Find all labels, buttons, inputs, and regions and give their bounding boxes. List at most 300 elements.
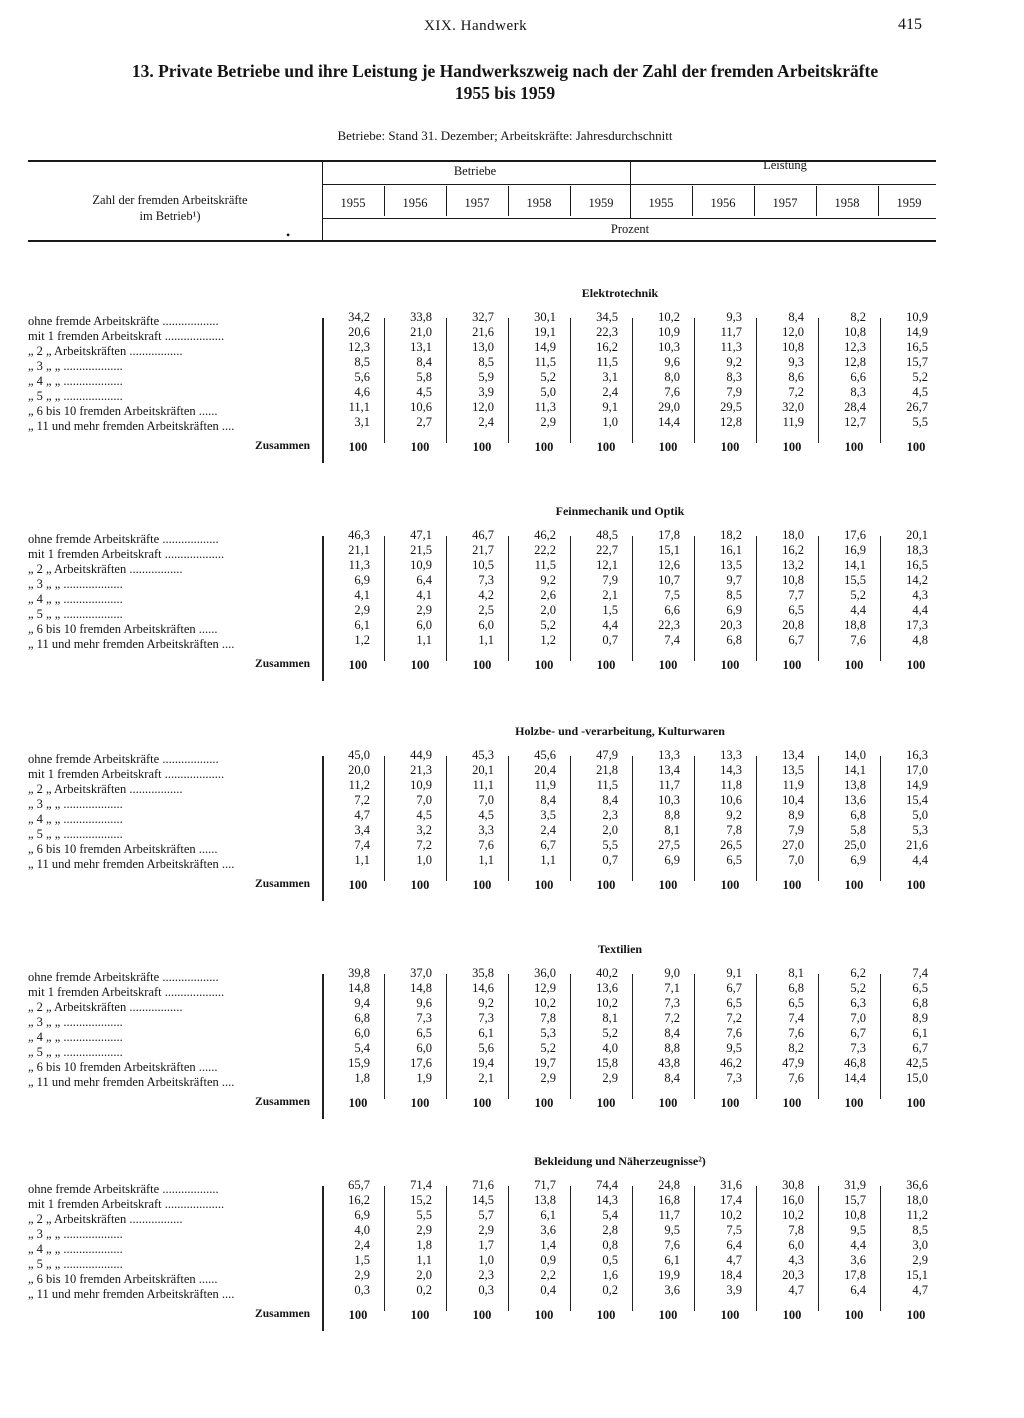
total-cell: 100 (472, 658, 492, 672)
total-cell: 100 (410, 1308, 430, 1322)
row-label: „ 5 „ „ ................... (28, 1045, 123, 1059)
table-cell: 45,6 (534, 748, 556, 762)
table-cell: 2,6 (540, 588, 556, 602)
table-cell: 4,0 (354, 1223, 370, 1237)
table-cell: 14,8 (348, 981, 370, 995)
total-cell: 100 (410, 1096, 430, 1110)
table-cell: 21,3 (410, 763, 432, 777)
table-cell: 7,3 (664, 996, 680, 1010)
section-title: Holzbe- und -verarbeitung, Kulturwaren (515, 724, 725, 738)
total-cell: 100 (348, 658, 368, 672)
table-cell: 5,3 (912, 823, 928, 837)
table-cell: 2,9 (912, 1253, 928, 1267)
stray-mark: • (286, 228, 291, 242)
value-column (320, 1178, 378, 1298)
value-column (444, 748, 502, 868)
table-cell: 3,4 (354, 823, 370, 837)
table-cell: 22,3 (596, 325, 618, 339)
table-cell: 7,2 (664, 1011, 680, 1025)
table-cell: 16,1 (720, 543, 742, 557)
table-cell: 21,7 (472, 543, 494, 557)
table-cell: 24,8 (658, 1178, 680, 1192)
table-cell: 21,0 (410, 325, 432, 339)
table-cell: 15,5 (844, 573, 866, 587)
table-cell: 8,0 (664, 370, 680, 384)
table-cell: 9,5 (850, 1223, 866, 1237)
table-cell: 7,3 (478, 1011, 494, 1025)
table-cell: 0,3 (354, 1283, 370, 1297)
value-column (444, 966, 502, 1086)
table-cell: 2,9 (416, 1223, 432, 1237)
value-column (444, 528, 502, 648)
table-cell: 7,1 (664, 981, 680, 995)
value-column (506, 966, 564, 1086)
table-cell: 34,5 (596, 310, 618, 324)
column-separator (818, 1186, 819, 1311)
table-cell: 13,5 (720, 558, 742, 572)
table-cell: 14,2 (906, 573, 928, 587)
row-label: „ 5 „ „ ................... (28, 1257, 123, 1271)
total-cell: 100 (782, 440, 802, 454)
table-cell: 20,8 (782, 618, 804, 632)
table-cell: 12,7 (844, 415, 866, 429)
table-cell: 3,1 (602, 370, 618, 384)
table-cell: 5,5 (602, 838, 618, 852)
table-cell: 7,6 (664, 385, 680, 399)
table-cell: 2,1 (478, 1071, 494, 1085)
table-cell: 4,5 (912, 385, 928, 399)
table-cell: 14,5 (472, 1193, 494, 1207)
table-cell: 8,5 (912, 1223, 928, 1237)
table-cell: 0,5 (602, 1253, 618, 1267)
table-cell: 10,3 (658, 340, 680, 354)
table-cell: 10,5 (472, 558, 494, 572)
table-cell: 5,2 (540, 370, 556, 384)
table-cell: 8,4 (664, 1071, 680, 1085)
total-cell: 100 (348, 440, 368, 454)
table-cell: 13,0 (472, 340, 494, 354)
column-separator (818, 536, 819, 661)
table-cell: 26,5 (720, 838, 742, 852)
row-label: „ 11 und mehr fremden Arbeitskräften .... (28, 1075, 235, 1089)
value-column (506, 748, 564, 868)
table-cell: 10,2 (782, 1208, 804, 1222)
table-cell: 8,1 (602, 1011, 618, 1025)
group-divider-line (322, 184, 936, 185)
table-cell: 11,7 (720, 325, 742, 339)
table-cell: 1,1 (540, 853, 556, 867)
table-cell: 12,3 (348, 340, 370, 354)
table-cell: 5,7 (478, 1208, 494, 1222)
year-divider-line (322, 218, 936, 219)
table-cell: 10,6 (410, 400, 432, 414)
column-separator (632, 1186, 633, 1311)
total-cell: 100 (906, 878, 926, 892)
value-column (320, 966, 378, 1086)
table-cell: 8,9 (788, 808, 804, 822)
table-cell: 16,2 (348, 1193, 370, 1207)
column-separator (508, 318, 509, 443)
table-cell: 10,6 (720, 793, 742, 807)
column-separator (322, 756, 324, 901)
total-label: Zusammen (255, 878, 310, 890)
table-cell: 22,2 (534, 543, 556, 557)
row-labels (28, 752, 328, 872)
table-cell: 5,2 (540, 618, 556, 632)
section-title: Bekleidung und Näherzeugnisse²) (534, 1154, 706, 1168)
column-separator (384, 318, 385, 443)
table-cell: 5,5 (416, 1208, 432, 1222)
table-cell: 6,7 (850, 1026, 866, 1040)
table-cell: 4,1 (416, 588, 432, 602)
table-cell: 9,2 (540, 573, 556, 587)
table-cell: 11,1 (348, 400, 370, 414)
table-cell: 8,9 (912, 1011, 928, 1025)
column-separator (632, 536, 633, 661)
row-label: ohne fremde Arbeitskräfte .................. (28, 1182, 219, 1196)
table-cell: 48,5 (596, 528, 618, 542)
table-cell: 20,6 (348, 325, 370, 339)
table-cell: 2,0 (416, 1268, 432, 1282)
table-cell: 7,9 (602, 573, 618, 587)
table-cell: 1,7 (478, 1238, 494, 1252)
table-cell: 9,3 (788, 355, 804, 369)
section-block (0, 724, 1024, 924)
table-cell: 7,3 (850, 1041, 866, 1055)
group-separator (630, 162, 631, 218)
table-cell: 42,5 (906, 1056, 928, 1070)
table-cell: 8,3 (726, 370, 742, 384)
value-column (382, 1178, 440, 1298)
table-cell: 7,3 (478, 573, 494, 587)
table-cell: 6,7 (540, 838, 556, 852)
total-cell: 100 (782, 1308, 802, 1322)
table-cell: 13,3 (720, 748, 742, 762)
table-cell: 7,9 (788, 823, 804, 837)
table-cell: 32,7 (472, 310, 494, 324)
table-cell: 8,1 (788, 966, 804, 980)
row-label: „ 2 „ Arbeitskräften ................. (28, 1212, 183, 1226)
table-cell: 0,9 (540, 1253, 556, 1267)
table-cell: 6,9 (664, 853, 680, 867)
table-cell: 10,2 (596, 996, 618, 1010)
table-cell: 2,9 (416, 603, 432, 617)
value-column (320, 528, 378, 648)
total-cell: 100 (410, 440, 430, 454)
table-cell: 0,8 (602, 1238, 618, 1252)
table-cell: 13,4 (782, 748, 804, 762)
table-cell: 1,0 (602, 415, 618, 429)
table-cell: 13,5 (782, 763, 804, 777)
table-cell: 44,9 (410, 748, 432, 762)
value-column (692, 528, 750, 648)
table-cell: 0,7 (602, 633, 618, 647)
table-cell: 28,4 (844, 400, 866, 414)
table-cell: 10,8 (844, 325, 866, 339)
table-cell: 8,5 (354, 355, 370, 369)
value-column (878, 966, 936, 1086)
table-cell: 34,2 (348, 310, 370, 324)
table-cell: 13,8 (844, 778, 866, 792)
table-cell: 1,2 (354, 633, 370, 647)
table-cell: 27,0 (782, 838, 804, 852)
column-separator (570, 974, 571, 1099)
table-cell: 7,4 (912, 966, 928, 980)
row-label: „ 6 bis 10 fremden Arbeitskräften ...... (28, 1060, 218, 1074)
table-cell: 16,2 (596, 340, 618, 354)
total-cell: 100 (720, 658, 740, 672)
table-cell: 5,0 (912, 808, 928, 822)
table-cell: 6,5 (912, 981, 928, 995)
table-cell: 11,9 (782, 415, 804, 429)
group-header-betriebe: Betriebe (453, 164, 497, 178)
total-cell: 100 (844, 658, 864, 672)
column-separator (570, 1186, 571, 1311)
row-label: „ 2 „ Arbeitskräften ................. (28, 344, 183, 358)
total-cell: 100 (534, 658, 554, 672)
column-separator (446, 974, 447, 1099)
value-column (382, 310, 440, 430)
row-label: ohne fremde Arbeitskräfte .................. (28, 970, 219, 984)
row-label: ohne fremde Arbeitskräfte .................. (28, 314, 219, 328)
table-cell: 8,8 (664, 808, 680, 822)
value-column (754, 310, 812, 430)
table-cell: 6,4 (726, 1238, 742, 1252)
row-label: „ 11 und mehr fremden Arbeitskräften .... (28, 857, 235, 871)
table-cell: 10,2 (720, 1208, 742, 1222)
table-cell: 14,9 (534, 340, 556, 354)
table-cell: 1,1 (354, 853, 370, 867)
table-cell: 9,3 (726, 310, 742, 324)
column-separator (818, 756, 819, 881)
table-cell: 47,1 (410, 528, 432, 542)
table-cell: 11,8 (720, 778, 742, 792)
stub-header-line-2: im Betrieb¹) (139, 209, 201, 223)
table-cell: 7,4 (354, 838, 370, 852)
year-header: 1958 (834, 196, 860, 210)
table-cell: 0,2 (416, 1283, 432, 1297)
table-cell: 10,8 (844, 1208, 866, 1222)
total-cell: 100 (596, 1096, 616, 1110)
table-cell: 46,2 (720, 1056, 742, 1070)
year-header: 1958 (526, 196, 552, 210)
section-block (0, 1154, 1024, 1354)
row-label: „ 2 „ Arbeitskräften ................. (28, 782, 183, 796)
table-cell: 6,4 (416, 573, 432, 587)
table-cell: 16,5 (906, 558, 928, 572)
table-cell: 2,4 (478, 415, 494, 429)
total-cell: 100 (658, 658, 678, 672)
table-cell: 3,6 (850, 1253, 866, 1267)
table-cell: 5,2 (850, 981, 866, 995)
table-cell: 4,7 (726, 1253, 742, 1267)
total-label: Zusammen (255, 658, 310, 670)
table-cell: 1,6 (602, 1268, 618, 1282)
table-cell: 4,3 (912, 588, 928, 602)
table-cell: 3,1 (354, 415, 370, 429)
table-cell: 47,9 (782, 1056, 804, 1070)
table-cell: 10,3 (658, 793, 680, 807)
table-cell: 5,6 (354, 370, 370, 384)
value-column (630, 1178, 688, 1298)
table-cell: 12,6 (658, 558, 680, 572)
value-column (630, 310, 688, 430)
row-label: „ 11 und mehr fremden Arbeitskräften .... (28, 637, 235, 651)
value-column (320, 748, 378, 868)
table-cell: 15,8 (596, 1056, 618, 1070)
value-column (382, 966, 440, 1086)
table-cell: 14,3 (596, 1193, 618, 1207)
total-cell: 100 (906, 1096, 926, 1110)
table-cell: 6,6 (664, 603, 680, 617)
total-cell: 100 (906, 440, 926, 454)
table-cell: 33,8 (410, 310, 432, 324)
row-label: „ 4 „ „ ................... (28, 374, 123, 388)
table-cell: 4,7 (912, 1283, 928, 1297)
table-cell: 7,4 (664, 633, 680, 647)
value-column (816, 310, 874, 430)
table-cell: 7,3 (726, 1071, 742, 1085)
table-cell: 9,6 (416, 996, 432, 1010)
table-cell: 12,0 (472, 400, 494, 414)
table-cell: 46,2 (534, 528, 556, 542)
row-label: „ 6 bis 10 fremden Arbeitskräften ...... (28, 1272, 218, 1286)
row-label: mit 1 fremden Arbeitskraft ................... (28, 547, 225, 561)
row-label: „ 4 „ „ ................... (28, 1242, 123, 1256)
table-cell: 21,1 (348, 543, 370, 557)
table-title (40, 60, 970, 104)
table-cell: 29,0 (658, 400, 680, 414)
total-cell: 100 (658, 440, 678, 454)
table-cell: 21,8 (596, 763, 618, 777)
table-cell: 10,9 (410, 558, 432, 572)
year-separator (446, 186, 447, 216)
table-cell: 12,8 (844, 355, 866, 369)
table-cell: 15,0 (906, 1071, 928, 1085)
table-cell: 1,0 (416, 853, 432, 867)
column-separator (756, 1186, 757, 1311)
table-cell: 2,1 (602, 588, 618, 602)
table-cell: 5,8 (416, 370, 432, 384)
table-cell: 7,0 (478, 793, 494, 807)
column-separator (322, 318, 324, 463)
table-cell: 6,8 (354, 1011, 370, 1025)
row-label: ohne fremde Arbeitskräfte .................. (28, 532, 219, 546)
row-label: „ 5 „ „ ................... (28, 827, 123, 841)
section-title: Textilien (597, 942, 643, 956)
table-cell: 31,6 (720, 1178, 742, 1192)
table-cell: 0,2 (602, 1283, 618, 1297)
table-cell: 17,8 (658, 528, 680, 542)
year-header: 1957 (772, 196, 798, 210)
table-cell: 7,7 (788, 588, 804, 602)
total-cell: 100 (906, 1308, 926, 1322)
table-cell: 11,5 (596, 778, 618, 792)
row-label: mit 1 fremden Arbeitskraft ................... (28, 985, 225, 999)
table-cell: 20,1 (906, 528, 928, 542)
value-column (630, 528, 688, 648)
table-cell: 0,4 (540, 1283, 556, 1297)
table-cell: 1,2 (540, 633, 556, 647)
table-cell: 4,4 (602, 618, 618, 632)
table-cell: 16,2 (782, 543, 804, 557)
table-cell: 5,8 (850, 823, 866, 837)
table-cell: 17,4 (720, 1193, 742, 1207)
table-cell: 13,4 (658, 763, 680, 777)
table-cell: 14,1 (844, 558, 866, 572)
row-label: „ 5 „ „ ................... (28, 389, 123, 403)
table-cell: 7,3 (416, 1011, 432, 1025)
column-separator (384, 756, 385, 881)
value-column (878, 310, 936, 430)
table-cell: 11,2 (906, 1208, 928, 1222)
table-cell: 6,9 (726, 603, 742, 617)
total-cell: 100 (720, 440, 740, 454)
table-cell: 17,6 (844, 528, 866, 542)
table-cell: 22,3 (658, 618, 680, 632)
table-cell: 1,9 (416, 1071, 432, 1085)
row-labels (28, 532, 328, 652)
table-cell: 2,8 (602, 1223, 618, 1237)
table-cell: 6,9 (354, 1208, 370, 1222)
row-label: „ 5 „ „ ................... (28, 607, 123, 621)
table-cell: 18,3 (906, 543, 928, 557)
table-cell: 30,8 (782, 1178, 804, 1192)
table-cell: 4,4 (912, 853, 928, 867)
year-header: 1959 (588, 196, 614, 210)
table-cell: 10,8 (782, 340, 804, 354)
table-cell: 6,1 (912, 1026, 928, 1040)
total-cell: 100 (410, 878, 430, 892)
column-separator (880, 536, 881, 661)
total-cell: 100 (720, 1308, 740, 1322)
value-column (382, 528, 440, 648)
total-cell: 100 (348, 878, 368, 892)
table-cell: 14,4 (844, 1071, 866, 1085)
table-cell: 6,5 (788, 603, 804, 617)
table-cell: 3,9 (726, 1283, 742, 1297)
table-cell: 1,1 (478, 633, 494, 647)
table-cell: 8,6 (788, 370, 804, 384)
table-cell: 10,9 (906, 310, 928, 324)
table-cell: 45,3 (472, 748, 494, 762)
table-cell: 8,4 (788, 310, 804, 324)
table-cell: 15,1 (906, 1268, 928, 1282)
table-cell: 7,8 (726, 823, 742, 837)
row-labels (28, 970, 328, 1090)
total-cell: 100 (596, 1308, 616, 1322)
year-separator (878, 186, 879, 216)
table-cell: 2,3 (602, 808, 618, 822)
total-cell: 100 (596, 878, 616, 892)
table-cell: 46,7 (472, 528, 494, 542)
total-cell: 100 (596, 440, 616, 454)
table-cell: 2,9 (478, 1223, 494, 1237)
row-label: mit 1 fremden Arbeitskraft ................... (28, 767, 225, 781)
table-cell: 5,4 (602, 1208, 618, 1222)
value-column (878, 528, 936, 648)
column-separator (756, 974, 757, 1099)
table-cell: 5,5 (912, 415, 928, 429)
table-cell: 11,7 (658, 1208, 680, 1222)
column-separator (446, 756, 447, 881)
table-cell: 11,7 (658, 778, 680, 792)
column-separator (322, 536, 324, 681)
table-cell: 6,5 (788, 996, 804, 1010)
table-cell: 6,7 (912, 1041, 928, 1055)
column-separator (446, 536, 447, 661)
table-cell: 18,8 (844, 618, 866, 632)
